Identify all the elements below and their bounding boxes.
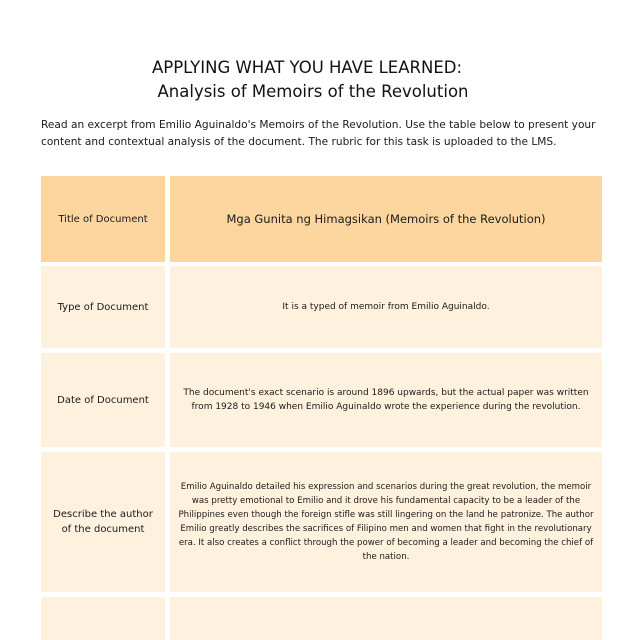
row-label: Date of Document bbox=[57, 394, 149, 406]
table-row-date-label-cell bbox=[41, 353, 165, 447]
table-row-title-label-cell bbox=[41, 176, 165, 262]
table-row-type-value-cell bbox=[170, 266, 602, 348]
table-row-date-value-cell bbox=[170, 353, 602, 447]
page-title-line-1: APPLYING WHAT YOU HAVE LEARNED: bbox=[151, 58, 463, 77]
row-label: Title of Document bbox=[58, 213, 148, 225]
table-row-author-label-cell bbox=[41, 452, 165, 592]
page-title-line-2: Analysis of Memoirs of the Revolution bbox=[157, 82, 469, 101]
row-value: Mga Gunita ng Himagsikan (Memoirs of the Revolution) bbox=[226, 212, 546, 226]
table-row-author-value-cell bbox=[170, 452, 602, 592]
table-row-next-value-cell bbox=[170, 597, 602, 640]
row-value: It is a typed of memoir from Emilio Aguinaldo. bbox=[282, 302, 490, 312]
table-row-type-label-cell bbox=[41, 266, 165, 348]
intro-paragraph: Read an excerpt from Emilio Aguinaldo's Memoirs of the Revolution. Use the table below to present your content and contextual analysis of the document. The rubric for this task is uploaded to the LMS. bbox=[41, 119, 596, 148]
table-row-next-label-cell bbox=[41, 597, 165, 640]
row-value: The document's exact scenario is around 1896 upwards, but the actual paper was written from 1928 to 1946 when Emilio Aguinaldo wrote the experience during the revolution. bbox=[183, 388, 589, 412]
table-row-title-value-cell bbox=[170, 176, 602, 262]
row-label: Describe the author of the document bbox=[53, 509, 153, 535]
row-label: Type of Document bbox=[57, 301, 149, 313]
row-value: Emilio Aguinaldo detailed his expression and scenarios during the great revolution, the memoir was pretty emotional to Emilio and it drove his fundamental capacity to be a leader of the Philippines even though the foreign stifle was still lingering on the land he patronize. The author Emilio greatly describes the sacrifices of Filipino men and women that fight in the revolutionary era. It also creates a conflict through the power of becoming a leader and becoming the chief of the nation. bbox=[178, 482, 594, 562]
